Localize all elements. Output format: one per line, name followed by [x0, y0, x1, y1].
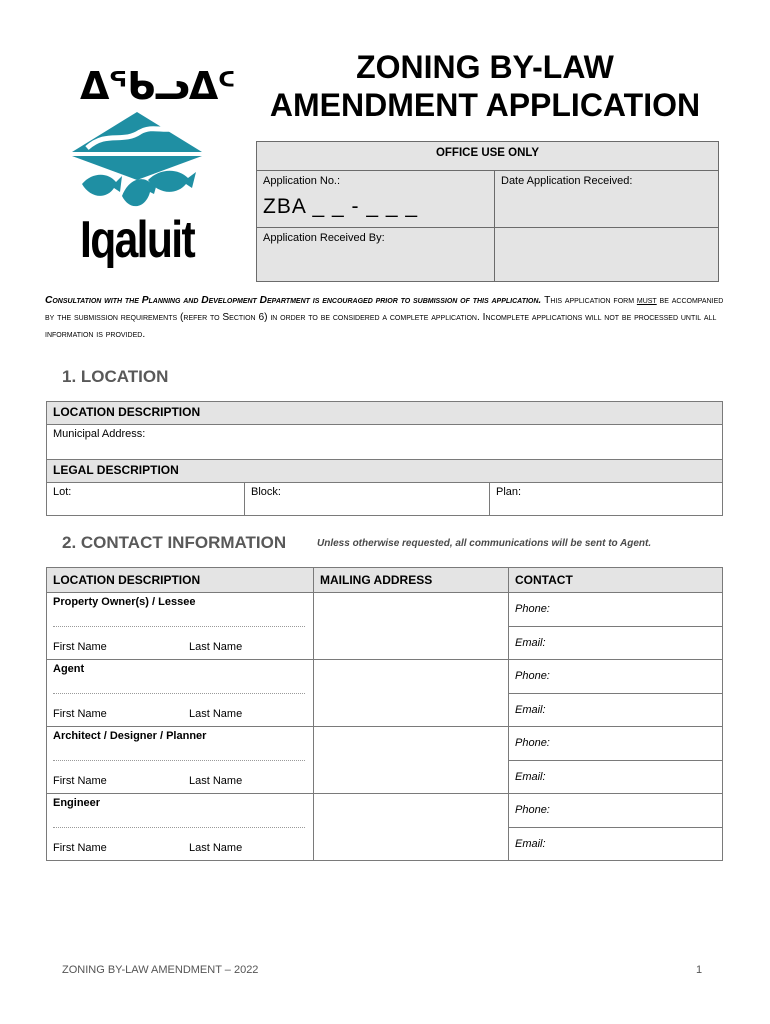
engineer-email-field[interactable]: [509, 827, 723, 861]
owner-mailing-cell[interactable]: [314, 593, 509, 660]
architect-mailing-cell[interactable]: [314, 727, 509, 794]
email-label: Email:: [515, 837, 546, 850]
email-label: Email:: [515, 703, 546, 716]
location-table: [46, 401, 723, 516]
first-name-label: First Name: [53, 842, 107, 854]
architect-phone-field[interactable]: [509, 727, 723, 761]
received-by-blank-cell[interactable]: [495, 228, 719, 282]
plan-label: Plan:: [496, 486, 522, 498]
name-line: [53, 693, 305, 694]
email-label: Email:: [515, 636, 546, 649]
lot-label: Lot:: [53, 486, 72, 498]
first-name-label: First Name: [53, 708, 107, 720]
date-received-label: Date Application Received:: [501, 175, 633, 187]
office-use-table: [256, 141, 719, 282]
office-use-header: OFFICE USE ONLY: [257, 142, 719, 171]
logo-syllabics: ᐃᖃᓗᐃᑦ: [80, 64, 235, 108]
application-number-value: ZBA _ _ - _ _ _: [263, 195, 419, 218]
consultation-notice: [45, 292, 735, 343]
logo-wordmark: Iqaluit: [80, 211, 195, 269]
first-name-label: First Name: [53, 641, 107, 653]
block-field[interactable]: [245, 483, 490, 516]
section-location-title: 1. LOCATION: [62, 367, 169, 386]
first-name-label: First Name: [53, 775, 107, 787]
phone-label: Phone:: [515, 670, 550, 683]
architect-name-cell[interactable]: [47, 727, 314, 794]
notice-must: must: [636, 295, 657, 306]
role-architect-label: Architect / Designer / Planner: [53, 730, 207, 742]
date-received-cell[interactable]: [495, 171, 719, 228]
contact-note: Unless otherwise requested, all communications will be sent to Agent.: [317, 538, 652, 549]
phone-label: Phone:: [515, 603, 550, 616]
application-number-label: Application No.:: [263, 175, 341, 187]
application-number-cell[interactable]: [257, 171, 495, 228]
phone-label: Phone:: [515, 737, 550, 750]
name-line: [53, 827, 305, 828]
agent-mailing-cell[interactable]: [314, 660, 509, 727]
notice-bold-text: Consultation with the Planning and Development Department is encouraged prior to submission of this application.: [45, 295, 542, 306]
engineer-phone-field[interactable]: [509, 794, 723, 828]
role-owner-label: Property Owner(s) / Lessee: [53, 596, 196, 608]
agent-name-cell[interactable]: [47, 660, 314, 727]
engineer-mailing-cell[interactable]: [314, 794, 509, 861]
form-title-line2: AMENDMENT APPLICATION: [269, 87, 701, 123]
location-description-header: LOCATION DESCRIPTION: [47, 402, 723, 425]
contact-col-location: LOCATION DESCRIPTION: [47, 568, 314, 593]
last-name-label: Last Name: [189, 775, 243, 787]
owner-phone-field[interactable]: [509, 593, 723, 627]
section-contact-title: 2. CONTACT INFORMATION: [62, 533, 287, 552]
engineer-name-cell[interactable]: [47, 794, 314, 861]
name-line: [53, 626, 305, 627]
last-name-label: Last Name: [189, 641, 243, 653]
received-by-label: Application Received By:: [263, 232, 385, 244]
phone-label: Phone:: [515, 804, 550, 817]
name-line: [53, 760, 305, 761]
contact-col-contact: CONTACT: [509, 568, 723, 593]
plan-field[interactable]: [490, 483, 723, 516]
architect-email-field[interactable]: [509, 760, 723, 794]
contact-table: [46, 567, 723, 861]
iqaluit-logo-icon: [62, 110, 212, 222]
legal-description-header: LEGAL DESCRIPTION: [47, 460, 723, 483]
owner-name-cell[interactable]: [47, 593, 314, 660]
contact-col-mailing: MAILING ADDRESS: [314, 568, 509, 593]
municipal-address-field[interactable]: [47, 425, 723, 460]
owner-email-field[interactable]: [509, 626, 723, 660]
form-title-line1: ZONING BY-LAW: [356, 49, 614, 85]
last-name-label: Last Name: [189, 842, 243, 854]
role-agent-label: Agent: [53, 663, 85, 675]
page-number: 1: [696, 964, 703, 976]
received-by-cell[interactable]: [257, 228, 495, 282]
notice-text-after: be accompanied by the submission requirements (refer to Section 6) in order to be considered a complete application. Incomplete applications will not be processed until all information is provided.: [45, 295, 724, 340]
last-name-label: Last Name: [189, 708, 243, 720]
email-label: Email:: [515, 770, 546, 783]
municipal-address-label: Municipal Address:: [53, 428, 146, 440]
footer-text: ZONING BY-LAW AMENDMENT – 2022: [62, 964, 259, 976]
role-engineer-label: Engineer: [53, 797, 101, 809]
agent-phone-field[interactable]: [509, 660, 723, 694]
agent-email-field[interactable]: [509, 693, 723, 727]
block-label: Block:: [251, 486, 281, 498]
notice-text-before: This application form: [544, 295, 637, 306]
lot-field[interactable]: [47, 483, 245, 516]
